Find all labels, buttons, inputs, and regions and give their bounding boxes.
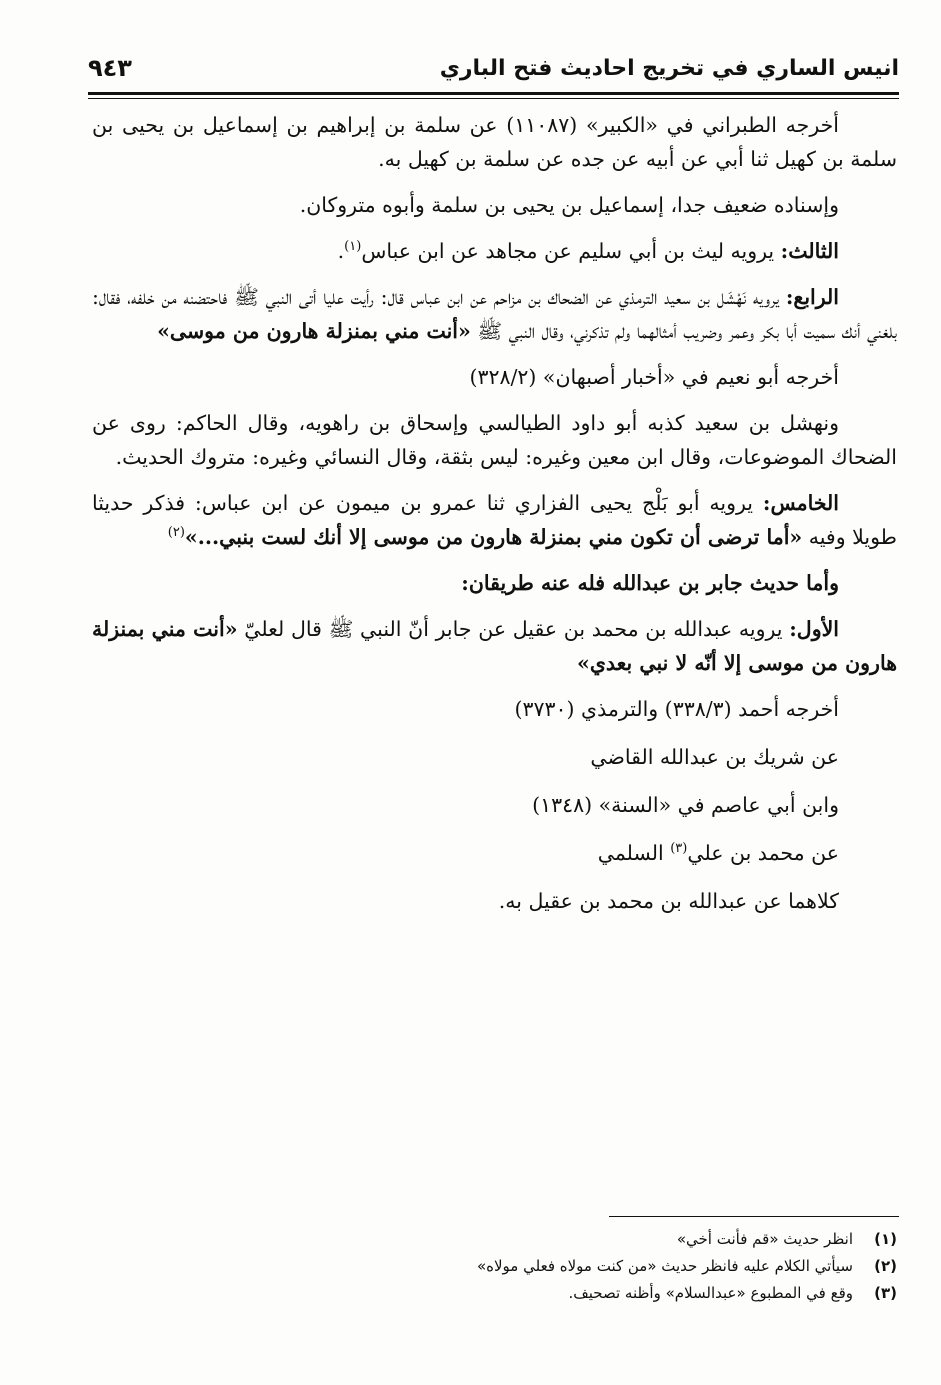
hadith-quote: «أنت مني بمنزلة هارون من موسى إلا أنّه لا نبي بعدي» xyxy=(92,617,897,675)
paragraph xyxy=(92,280,897,348)
citation-text: عن محمد بن علي xyxy=(687,841,839,865)
paragraph: أخرجه أبو نعيم في «أخبار أصبهان» (٣٢٨/٢) xyxy=(469,365,839,389)
paragraph-text: يرويه أبو بَلْج يحيى الفزاري ثنا عمرو بن ميمون عن ابن عباس: فذكر حديثا طويلا وفيه xyxy=(92,491,897,549)
hadith-quote: «أما ترضى أن تكون مني بمنزلة هارون من موسى إلا أنك لست بنبي...» xyxy=(184,525,803,549)
paragraph: أخرجه الطبراني في «الكبير» (١١٠٨٧) عن سلمة بن إبراهيم بن إسماعيل بن يحيى بن سلمة بن كهيل ثنا أبي عن أبيه عن جده عن سلمة بن كهيل به. xyxy=(92,113,897,171)
footnote-rule xyxy=(609,1216,899,1217)
citation-line: كلاهما عن عبدالله بن محمد بن عقيل به. xyxy=(498,889,839,913)
citation-line: أخرجه أحمد (٣٣٨/٣) والترمذي (٣٧٣٠) xyxy=(514,697,839,721)
paragraph xyxy=(92,234,897,268)
footnote xyxy=(92,1226,897,1253)
footnote-text: وقع في المطبوع «عبدالسلام» وأظنه تصحيف. xyxy=(568,1284,853,1302)
footnote-number: (٢) xyxy=(874,1257,897,1275)
footnote-number: (١) xyxy=(874,1230,897,1248)
footnote-ref: (٣) xyxy=(670,841,688,857)
subheading: وأما حديث جابر بن عبدالله فله عنه طريقان: xyxy=(461,571,839,595)
section-label: الأول: xyxy=(789,617,839,641)
footnote-text: سيأتي الكلام عليه فانظر حديث «من كنت مولاه فعلي مولاه» xyxy=(476,1257,853,1275)
paragraph-text: يرويه عبدالله بن محمد بن عقيل عن جابر أنّ النبي ﷺ قال لعليّ xyxy=(244,617,783,641)
citation-end: السلمي xyxy=(597,841,671,865)
hadith-quote: «أنت مني بمنزلة هارون من موسى» xyxy=(157,319,471,343)
main-text xyxy=(92,108,897,932)
citation-line: عن شريك بن عبدالله القاضي xyxy=(590,745,839,769)
header-rule-thick xyxy=(88,92,899,95)
paragraph xyxy=(92,486,897,554)
section-label: الخامس: xyxy=(762,491,839,515)
footnote-text: انظر حديث «قم فأنت أخي» xyxy=(676,1230,853,1248)
section-label: الثالث: xyxy=(780,239,839,263)
citation-line: وابن أبي عاصم في «السنة» (١٣٤٨) xyxy=(532,793,839,817)
footnote xyxy=(92,1280,897,1307)
citation-line xyxy=(92,836,897,870)
page-number: ٩٤٣ xyxy=(88,54,132,82)
footnotes xyxy=(92,1226,897,1307)
footnote-number: (٣) xyxy=(874,1284,897,1302)
paragraph: ونهشل بن سعيد كذبه أبو داود الطيالسي وإسحاق بن راهويه، وقال الحاكم: روى عن الضحاك الموضوعات، وقال ابن معين وغيره: ليس بثقة، وقال النسائي وغيره: متروك الحديث. xyxy=(92,411,897,469)
section-label: الرابع: xyxy=(785,285,839,309)
running-title: انيس الساري في تخريج احاديث فتح الباري xyxy=(439,56,899,81)
footnote-ref: (٢) xyxy=(167,525,185,541)
paragraph xyxy=(92,612,897,680)
footnote xyxy=(92,1253,897,1280)
page-header xyxy=(88,52,899,92)
header-rule-thin xyxy=(88,98,899,99)
paragraph-end: . xyxy=(337,239,345,263)
paragraph-text: يرويه ليث بن أبي سليم عن مجاهد عن ابن عباس xyxy=(361,239,775,263)
paragraph-text: يرويه نَهْشَل بن سعيد الترمذي عن الضحاك بن مزاحم عن ابن عباس قال: رأيت عليا أتى النبي ﷺ فاحتضنه من خلفه، فقال: بلغني أنك سميت أبا بكر وعمر وضريب أمثالهما ولم تذكرني، وقال النبي ﷺ xyxy=(92,285,897,343)
footnote-ref: (١) xyxy=(344,239,362,255)
paragraph: وإسناده ضعيف جدا، إسماعيل بن يحيى بن سلمة وأبوه متروكان. xyxy=(299,193,839,217)
